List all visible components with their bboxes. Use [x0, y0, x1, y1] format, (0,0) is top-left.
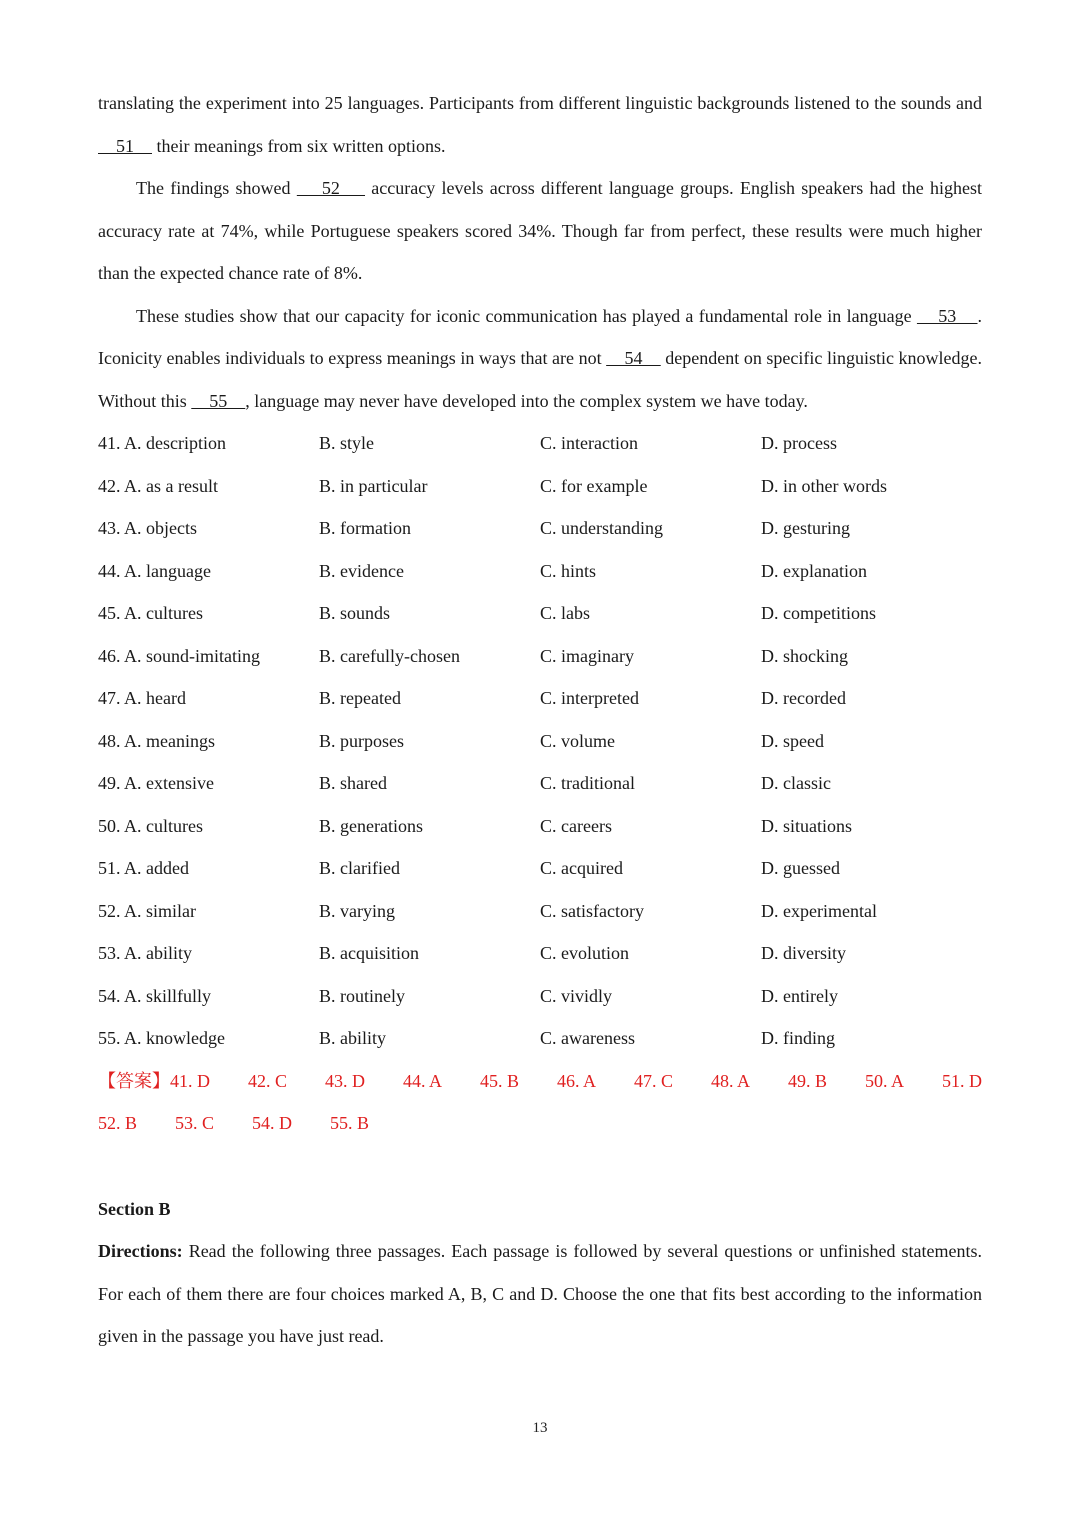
section-title: Section B — [98, 1198, 171, 1219]
blank-51: 51 — [98, 135, 152, 156]
answer-item: 44. A — [402, 1070, 442, 1091]
answer-item: 54. D — [252, 1113, 293, 1133]
option-d: D. shocking — [761, 645, 848, 666]
option-c: C. acquired — [540, 858, 623, 878]
option-b: B. generations — [319, 815, 423, 836]
option-d: D. explanation — [761, 560, 867, 581]
option-a: 43. A. objects — [98, 518, 197, 538]
option-b: B. acquisition — [319, 943, 419, 963]
option-a: 44. A. language — [98, 560, 211, 581]
option-b: B. evidence — [319, 560, 404, 581]
option-c: C. awareness — [540, 1028, 635, 1048]
passage-text: , language may never have developed into the complex system we have today. — [245, 390, 808, 411]
option-d: D. in other words — [761, 475, 887, 496]
option-c: C. hints — [540, 560, 597, 581]
blank-52: 52 — [296, 178, 366, 198]
passage-text: The findings showed — [136, 178, 297, 198]
answer-item: 48. A — [710, 1070, 750, 1091]
answer-item: 42. C — [247, 1070, 287, 1091]
option-c: C. traditional — [540, 773, 635, 793]
option-row — [98, 805, 982, 848]
option-a: 41. A. description — [98, 433, 226, 453]
option-row — [98, 592, 982, 635]
option-b: B. routinely — [319, 985, 405, 1006]
options-list — [98, 422, 982, 1060]
option-a: 48. A. meanings — [98, 730, 215, 751]
option-row — [98, 635, 982, 678]
option-row — [98, 465, 982, 508]
option-row — [98, 932, 982, 975]
answer-item: 46. A — [556, 1070, 596, 1091]
option-d: D. competitions — [761, 603, 876, 623]
option-b: B. varying — [319, 900, 395, 921]
option-a: 53. A. ability — [98, 943, 192, 963]
option-d: D. diversity — [761, 943, 846, 963]
option-b: B. formation — [319, 518, 411, 538]
section-spacer — [98, 1145, 982, 1188]
option-c: C. evolution — [540, 943, 629, 963]
directions-label: Directions: — [98, 1241, 183, 1261]
passage-paragraph-1 — [98, 82, 982, 167]
option-d: D. process — [761, 433, 837, 453]
answer-item: 43. D — [324, 1070, 365, 1091]
answer-item: 51. D — [941, 1070, 982, 1091]
option-d: D. experimental — [761, 900, 877, 921]
directions-text: Read the following three passages. Each passage is followed by several questions or unfinished statements. For each of them there are four choices marked A, B, C and D. Choose the one that fits best according to the information given in the passage you have just read. — [98, 1241, 982, 1346]
answer-item — [98, 1060, 210, 1103]
option-c: C. for example — [540, 475, 648, 496]
option-c: C. careers — [540, 815, 612, 836]
option-b: B. carefully-chosen — [319, 645, 460, 666]
answer-key — [98, 1060, 982, 1145]
option-b: B. style — [319, 433, 375, 453]
option-c: C. understanding — [540, 518, 663, 538]
option-a: 55. A. knowledge — [98, 1028, 225, 1048]
option-row — [98, 890, 982, 933]
document-page — [98, 82, 982, 1358]
answer-line-2 — [98, 1102, 982, 1145]
option-a: 54. A. skillfully — [98, 985, 212, 1006]
answer-item: 47. C — [633, 1070, 673, 1091]
passage-text: accuracy levels across different language groups. English speakers had the highest accuracy rate at 74%, while Portuguese speakers scored 34%. Though far from perfect, these results were much higher than the expected chance rate of 8%. — [98, 178, 983, 283]
option-row — [98, 677, 982, 720]
passage-text: their meanings from six written options. — [152, 135, 446, 156]
option-b: B. shared — [319, 773, 387, 793]
answer-label: 【答案】 — [98, 1070, 170, 1091]
answer-item: 50. A — [864, 1070, 904, 1091]
option-row — [98, 975, 982, 1018]
answer-line-1 — [98, 1060, 982, 1103]
option-b: B. in particular — [319, 475, 428, 496]
option-row — [98, 720, 982, 763]
answer-item: 52. B — [98, 1113, 138, 1133]
passage-text: . Iconicity enables individuals to express meanings in ways that are not — [98, 305, 982, 368]
option-c: C. imaginary — [540, 645, 634, 666]
option-b: B. repeated — [319, 688, 401, 708]
option-d: D. situations — [761, 815, 853, 836]
blank-55: 55 — [191, 390, 246, 411]
option-d: D. classic — [761, 773, 831, 793]
blank-54: 54 — [606, 348, 661, 368]
answer-value: 41. D — [170, 1070, 210, 1091]
option-c: C. interaction — [540, 433, 638, 453]
option-d: D. guessed — [761, 858, 840, 878]
option-c: C. satisfactory — [540, 900, 644, 921]
option-a: 46. A. sound-imitating — [98, 645, 260, 666]
passage-text: translating the experiment into 25 languages. Participants from different linguistic backgrounds listened to the sounds and — [98, 93, 982, 113]
option-b: B. ability — [319, 1028, 386, 1048]
option-a: 52. A. similar — [98, 900, 196, 921]
answer-item: 55. B — [330, 1113, 370, 1133]
answer-item: 53. C — [175, 1113, 215, 1133]
option-a: 51. A. added — [98, 858, 189, 878]
page-number: 13 — [532, 1420, 548, 1436]
option-row — [98, 847, 982, 890]
answer-item: 49. B — [787, 1070, 827, 1091]
option-b: B. purposes — [319, 730, 404, 751]
answer-item: 45. B — [479, 1070, 519, 1091]
option-d: D. finding — [761, 1028, 835, 1048]
passage-text: dependent on specific linguistic knowledge. Without this — [98, 348, 983, 411]
option-d: D. recorded — [761, 688, 846, 708]
option-c: C. labs — [540, 603, 591, 623]
option-row — [98, 1017, 982, 1060]
option-d: D. gesturing — [761, 518, 850, 538]
directions-paragraph — [98, 1230, 982, 1358]
option-row — [98, 762, 982, 805]
option-row — [98, 422, 982, 465]
option-a: 50. A. cultures — [98, 815, 203, 836]
option-c: C. interpreted — [540, 688, 639, 708]
option-b: B. clarified — [319, 858, 400, 878]
option-d: D. entirely — [761, 985, 838, 1006]
passage-paragraph-2 — [98, 167, 982, 295]
option-c: C. volume — [540, 730, 615, 751]
option-a: 42. A. as a result — [98, 475, 218, 496]
option-d: D. speed — [761, 730, 824, 751]
option-a: 45. A. cultures — [98, 603, 203, 623]
option-row — [98, 507, 982, 550]
option-row — [98, 550, 982, 593]
blank-53: 53 — [916, 305, 978, 326]
option-c: C. vividly — [540, 985, 613, 1006]
option-a: 49. A. extensive — [98, 773, 214, 793]
passage-paragraph-3 — [98, 295, 982, 423]
option-b: B. sounds — [319, 603, 391, 623]
passage-text: These studies show that our capacity for iconic communication has played a fundamental role in language — [136, 305, 917, 326]
option-a: 47. A. heard — [98, 688, 186, 708]
